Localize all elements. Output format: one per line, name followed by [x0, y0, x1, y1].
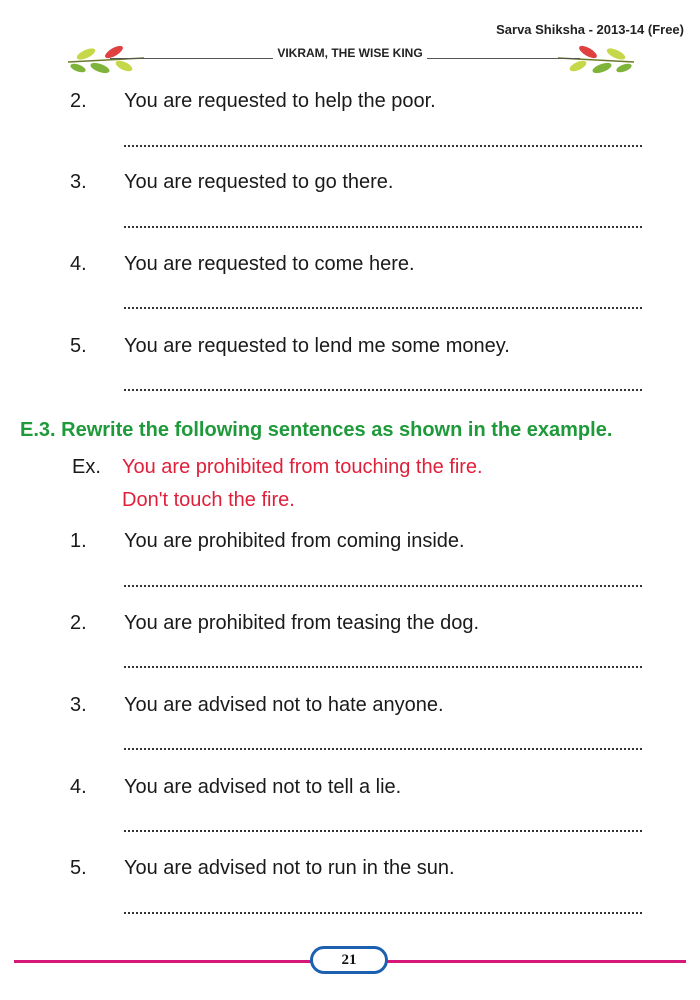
example-sentence: You are prohibited from touching the fire.	[122, 456, 483, 478]
item-sentence: You are advised not to tell a lie.	[124, 776, 402, 798]
item-sentence: You are prohibited from coming inside.	[124, 530, 465, 552]
item-sentence: You are advised not to run in the sun.	[124, 857, 455, 879]
item-number: 1.	[70, 530, 87, 552]
item-number: 3.	[70, 694, 87, 716]
answer-line[interactable]	[124, 585, 642, 587]
item-number: 2.	[70, 612, 87, 634]
item-sentence: You are requested to come here.	[124, 253, 415, 275]
chapter-title-text: VIKRAM, THE WISE KING	[273, 46, 426, 60]
answer-line[interactable]	[124, 145, 642, 147]
chapter-title	[0, 46, 700, 60]
item-sentence: You are prohibited from teasing the dog.	[124, 612, 480, 634]
answer-line[interactable]	[124, 226, 642, 228]
item-number: 5.	[70, 857, 87, 879]
page-number: 21	[310, 946, 388, 974]
answer-line[interactable]	[124, 830, 642, 832]
example-answer: Don't touch the fire.	[122, 489, 295, 511]
item-sentence: You are requested to go there.	[124, 171, 394, 193]
answer-line[interactable]	[124, 748, 642, 750]
example-label: Ex.	[72, 456, 101, 478]
item-number: 4.	[70, 776, 87, 798]
exercise-heading: E.3. Rewrite the following sentences as shown in the example.	[20, 419, 613, 441]
item-number: 5.	[70, 335, 87, 357]
item-sentence: You are requested to help the poor.	[124, 90, 436, 112]
item-number: 2.	[70, 90, 87, 112]
answer-line[interactable]	[124, 666, 642, 668]
item-sentence: You are requested to lend me some money.	[124, 335, 510, 357]
answer-line[interactable]	[124, 912, 642, 914]
answer-line[interactable]	[124, 307, 642, 309]
series-title: Sarva Shiksha - 2013-14 (Free)	[496, 22, 684, 37]
item-sentence: You are advised not to hate anyone.	[124, 694, 444, 716]
item-number: 3.	[70, 171, 87, 193]
item-number: 4.	[70, 253, 87, 275]
answer-line[interactable]	[124, 389, 642, 391]
